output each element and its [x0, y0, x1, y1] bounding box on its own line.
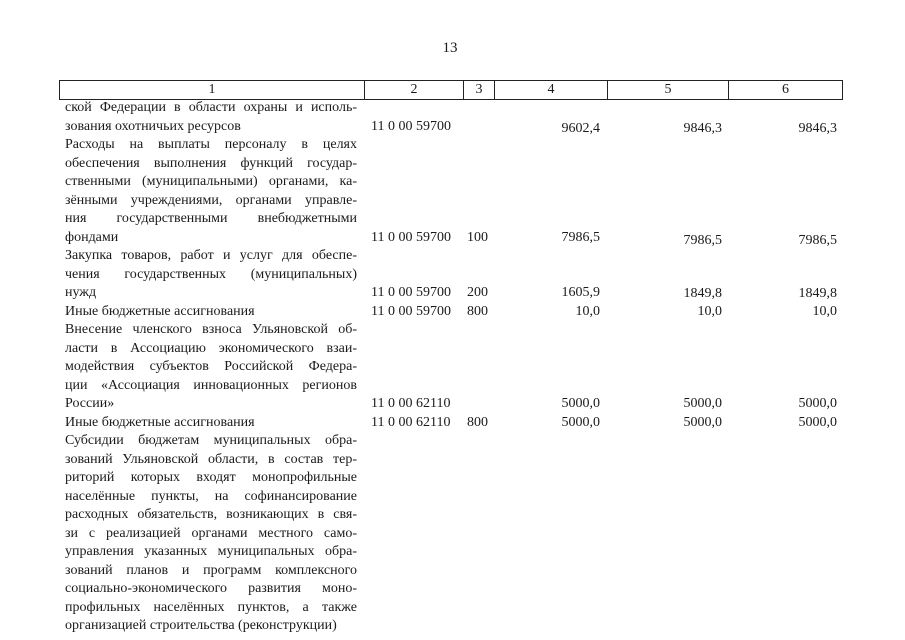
table-row	[0, 321, 905, 414]
value-col-6: 5000,0	[798, 396, 837, 411]
header-row	[60, 81, 843, 100]
description-line: управления указанных муниципальных обра-	[65, 544, 357, 559]
value-col-4: 9602,4	[561, 120, 600, 136]
value-col-4: 7986,5	[561, 229, 600, 245]
description-line: нужд	[65, 285, 97, 300]
description-line: зи с реализацией органами местного само-	[65, 525, 357, 541]
value-col-5: 1849,8	[683, 286, 722, 301]
value-col-6: 5000,0	[798, 414, 837, 430]
description-line: ственными (муниципальными) органами, ка-	[65, 174, 357, 189]
target-code: 11 0 00 59700	[371, 303, 451, 319]
header-col-4: 4	[495, 81, 608, 100]
value-col-5: 5000,0	[683, 414, 722, 430]
table-header	[59, 80, 843, 100]
description-line: обеспечения выполнения функций государ-	[65, 155, 357, 171]
description-line: модействия субъектов Российской Федера-	[65, 359, 357, 374]
table-row	[0, 247, 905, 303]
description-line: организацией строительства (реконструкции)	[65, 618, 337, 633]
target-code: 11 0 00 62110	[371, 396, 451, 411]
description-line: Субсидии бюджетам муниципальных обра-	[65, 433, 357, 448]
description-line: зований планов и программ комплексного	[65, 562, 357, 578]
description-line: профильных населённых пунктов, а также	[65, 599, 357, 615]
description-line: ской Федерации в области охраны и исполь-	[65, 100, 357, 115]
row-description	[65, 432, 357, 636]
page-number: 13	[442, 40, 458, 56]
description-line: населённые пункты, на софинансирование	[65, 488, 357, 504]
header-col-2: 2	[365, 81, 464, 100]
table-row	[0, 136, 905, 247]
description-line: ния государственными внебюджетными	[65, 211, 357, 226]
value-col-5: 9846,3	[683, 120, 722, 136]
row-description	[65, 414, 357, 433]
header-col-3: 3	[464, 81, 495, 100]
row-description	[65, 321, 357, 414]
description-line: зования охотничьих ресурсов	[65, 118, 241, 134]
table-row	[0, 432, 905, 636]
description-line: зований Ульяновской области, в состав тер-	[65, 451, 357, 467]
description-line: фондами	[65, 229, 119, 245]
row-description	[65, 136, 357, 247]
description-line: чения государственных (муниципальных)	[65, 266, 357, 282]
description-line: России»	[65, 396, 115, 411]
row-description	[65, 247, 357, 303]
expense-type: 800	[467, 414, 488, 430]
value-col-4: 5000,0	[561, 396, 600, 411]
description-line: ции «Ассоциация инновационных регионов	[65, 377, 357, 393]
target-code: 11 0 00 59700	[371, 229, 451, 245]
value-col-4: 10,0	[575, 303, 600, 319]
value-col-5: 5000,0	[683, 396, 722, 411]
value-col-5: 7986,5	[683, 232, 722, 248]
header-col-6: 6	[729, 81, 843, 100]
description-line: расходных обязательств, возникающих в свя-	[65, 507, 357, 522]
value-col-6: 1849,8	[798, 286, 837, 301]
description-line: Расходы на выплаты персоналу в целях	[65, 137, 357, 152]
description-line: социально-экономического развития моно-	[65, 581, 357, 596]
description-line: Внесение членского взноса Ульяновской об-	[65, 322, 357, 337]
target-code: 11 0 00 62110	[371, 414, 451, 430]
target-code: 11 0 00 59700	[371, 285, 451, 300]
value-col-4: 5000,0	[561, 414, 600, 430]
row-description	[65, 303, 357, 322]
description-line: ласти в Ассоциацию экономического взаи-	[65, 340, 357, 356]
expense-type: 100	[467, 229, 488, 245]
description-line: зёнными учреждениями, органами управле-	[65, 192, 357, 208]
description-line: Закупка товаров, работ и услуг для обеспе-	[65, 248, 357, 263]
description-line: Иные бюджетные ассигнования	[65, 303, 255, 319]
row-description	[65, 99, 357, 136]
description-line: риторий которых входят монопрофильные	[65, 470, 357, 485]
table-row	[0, 303, 905, 322]
value-col-6: 10,0	[812, 303, 837, 319]
value-col-5: 10,0	[697, 303, 722, 319]
value-col-6: 7986,5	[798, 232, 837, 248]
table-row	[0, 99, 905, 136]
header-col-1: 1	[60, 81, 365, 100]
table-row	[0, 414, 905, 433]
expense-type: 800	[467, 303, 488, 319]
value-col-4: 1605,9	[561, 285, 600, 300]
expense-type: 200	[467, 285, 488, 300]
value-col-6: 9846,3	[798, 120, 837, 136]
target-code: 11 0 00 59700	[371, 118, 451, 134]
header-col-5: 5	[608, 81, 729, 100]
description-line: Иные бюджетные ассигнования	[65, 414, 255, 430]
